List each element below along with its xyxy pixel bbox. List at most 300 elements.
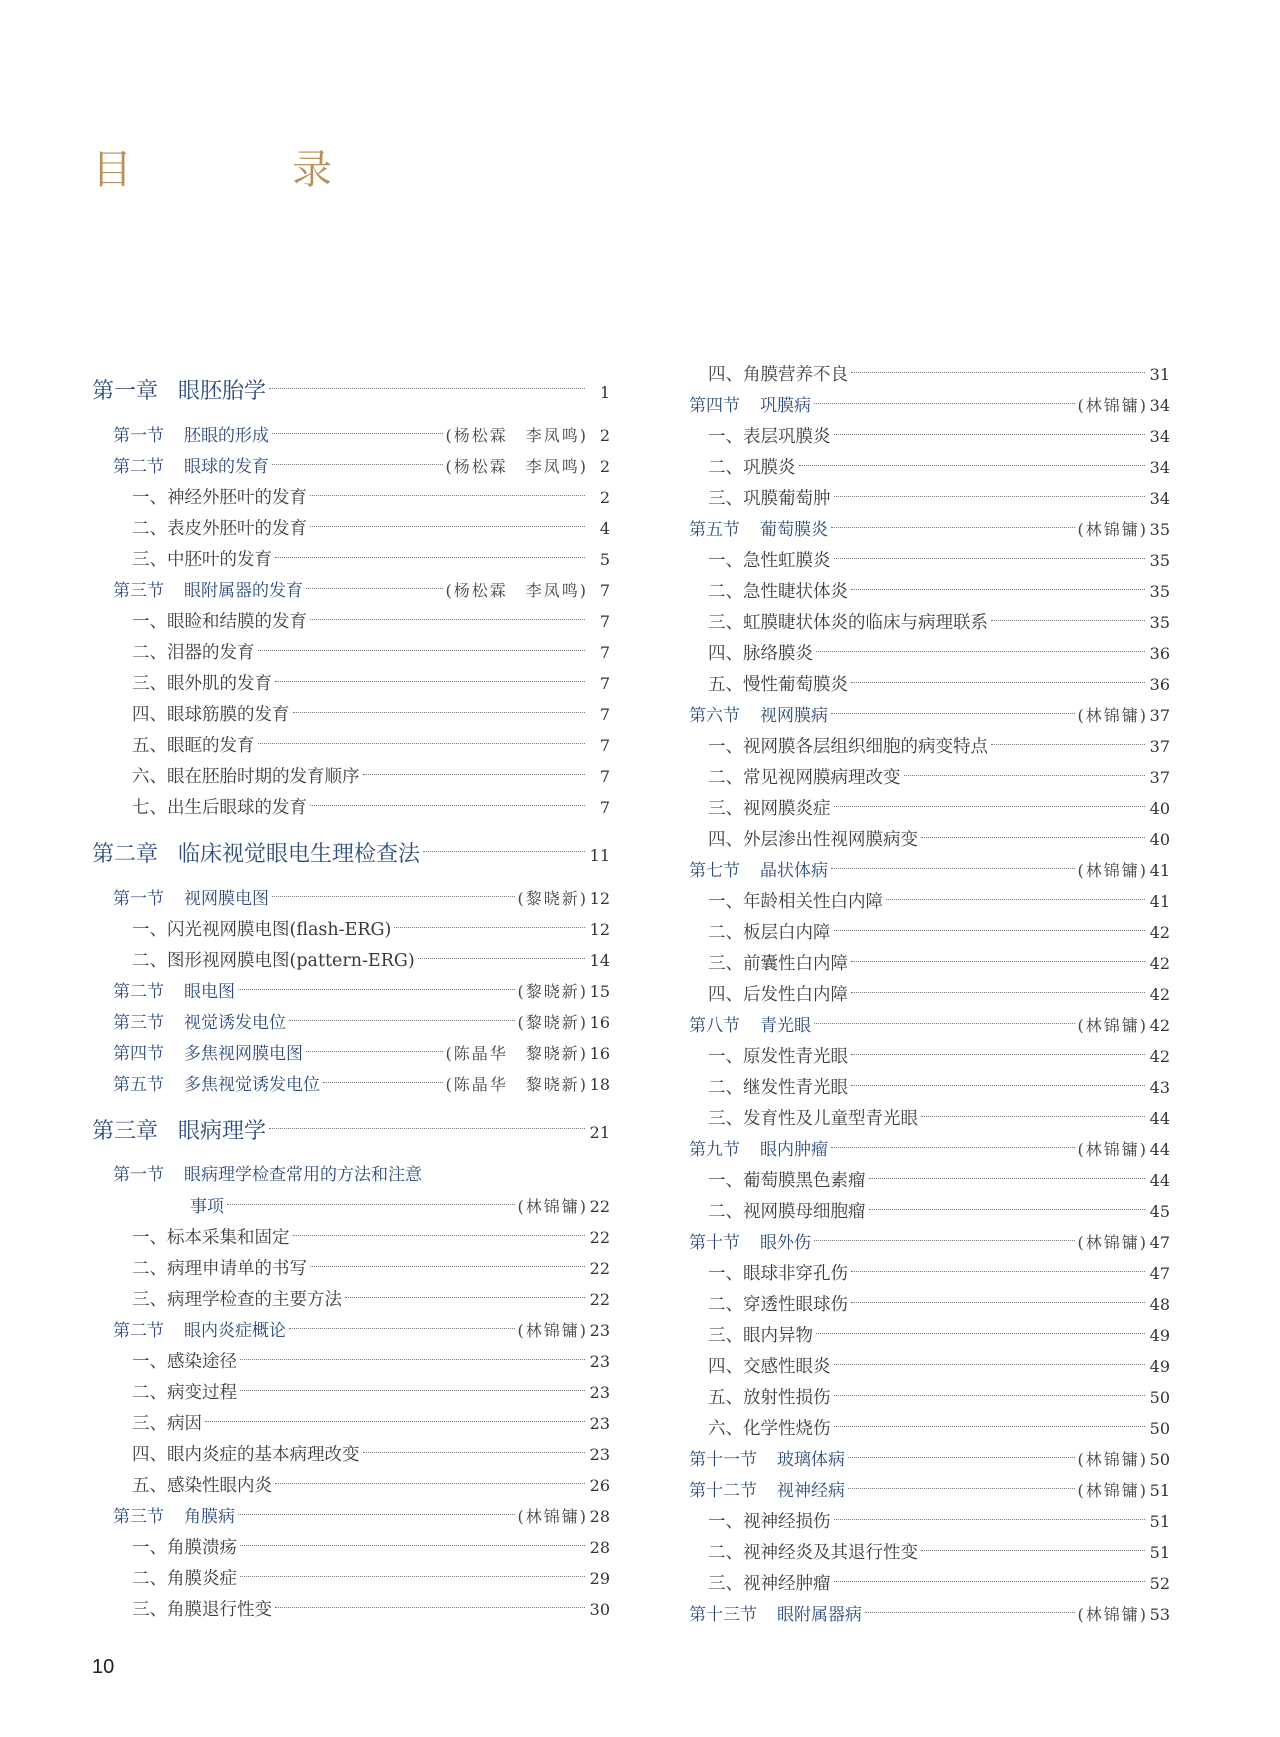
entry-title: 二、视网膜母细胞瘤 xyxy=(708,1202,866,1222)
dot-leader xyxy=(869,1209,1146,1210)
entry-title: 眼附属器病 xyxy=(777,1605,862,1625)
entry-heading xyxy=(668,949,848,980)
entry-number: 第二节 xyxy=(113,982,164,1002)
dot-leader xyxy=(834,434,1146,435)
dot-leader xyxy=(834,1395,1146,1396)
toc-section-entry xyxy=(668,514,1170,545)
toc-item-entry xyxy=(92,761,610,792)
entry-heading xyxy=(668,484,831,515)
toc-item-entry xyxy=(92,730,610,761)
dot-leader xyxy=(310,495,585,496)
entry-heading xyxy=(92,452,269,483)
entry-page: 41 xyxy=(1149,892,1170,911)
entry-title: 一、闪光视网膜电图(flash-ERG) xyxy=(132,920,392,940)
entry-page: 2 xyxy=(599,426,610,445)
dot-leader xyxy=(814,403,1075,404)
dot-leader xyxy=(814,1240,1075,1241)
entry-author: (黎晓新) xyxy=(517,982,588,1001)
entry-title: 视神经病 xyxy=(777,1481,845,1501)
dot-leader xyxy=(205,1421,585,1422)
toc-section-entry xyxy=(668,1134,1170,1165)
dot-leader xyxy=(240,1390,585,1391)
entry-title: 二、继发性青光眼 xyxy=(708,1078,848,1098)
entry-heading xyxy=(668,887,883,918)
toc-section-entry xyxy=(668,700,1170,731)
dot-leader xyxy=(293,1235,586,1236)
dot-leader xyxy=(310,1266,585,1267)
entry-title: 角膜病 xyxy=(184,1507,235,1527)
entry-page: 14 xyxy=(589,951,610,970)
entry-heading xyxy=(92,483,307,514)
dot-leader xyxy=(238,1514,515,1515)
dot-leader xyxy=(269,1128,585,1129)
entry-title: 眼胚胎学 xyxy=(178,379,267,404)
dot-leader xyxy=(921,1550,1145,1551)
toc-section-entry xyxy=(92,1160,610,1191)
entry-author: (杨松霖 李凤鸣) xyxy=(445,426,588,445)
entry-page: 4 xyxy=(599,519,610,538)
entry-title: 三、巩膜葡萄肿 xyxy=(708,489,831,509)
entry-heading xyxy=(92,421,269,452)
dot-leader xyxy=(293,712,586,713)
toc-item-entry xyxy=(668,793,1170,824)
entry-number: 第六节 xyxy=(689,706,740,726)
entry-title: 青光眼 xyxy=(760,1016,811,1036)
entry-title: 二、常见视网膜病理改变 xyxy=(708,768,901,788)
entry-heading xyxy=(668,453,796,484)
entry-page: 21 xyxy=(589,1123,610,1142)
toc-item-entry xyxy=(92,668,610,699)
entry-title: 二、板层白内障 xyxy=(708,923,831,943)
entry-page: 45 xyxy=(1149,1202,1170,1221)
toc-item-entry xyxy=(668,576,1170,607)
entry-page: 7 xyxy=(599,674,610,693)
toc-item-entry xyxy=(92,945,610,976)
entry-heading xyxy=(92,669,272,700)
dot-leader xyxy=(851,589,1145,590)
entry-page: 42 xyxy=(1149,1016,1170,1035)
toc-item-entry xyxy=(668,1537,1170,1568)
entry-title: 四、交感性眼炎 xyxy=(708,1357,831,1377)
entry-title: 三、视神经肿瘤 xyxy=(708,1574,831,1594)
entry-title: 一、神经外胚叶的发育 xyxy=(132,488,307,508)
dot-leader xyxy=(289,1328,515,1329)
entry-title: 二、急性睫状体炎 xyxy=(708,582,848,602)
entry-heading xyxy=(668,732,988,763)
dot-leader xyxy=(865,1612,1075,1613)
dot-leader xyxy=(834,1581,1146,1582)
toc-section-entry xyxy=(92,1007,610,1038)
entry-title: 三、虹膜睫状体炎的临床与病理联系 xyxy=(708,613,988,633)
toc-item-entry xyxy=(668,1568,1170,1599)
toc-item-entry xyxy=(668,886,1170,917)
dot-leader xyxy=(289,1020,515,1021)
entry-heading xyxy=(668,577,848,608)
toc-item-entry xyxy=(668,1072,1170,1103)
dot-leader xyxy=(848,1488,1075,1489)
entry-page: 34 xyxy=(1149,427,1170,446)
entry-heading xyxy=(92,1254,307,1285)
entry-page: 12 xyxy=(589,920,610,939)
entry-author: (林锦镛) xyxy=(517,1507,588,1526)
entry-heading xyxy=(668,1228,811,1259)
entry-page: 35 xyxy=(1149,520,1170,539)
entry-page: 22 xyxy=(589,1228,610,1247)
entry-heading xyxy=(668,1321,813,1352)
toc-item-entry xyxy=(92,482,610,513)
entry-title: 玻璃体病 xyxy=(777,1450,845,1470)
entry-page: 23 xyxy=(589,1383,610,1402)
entry-heading xyxy=(92,1160,422,1191)
entry-page: 40 xyxy=(1149,830,1170,849)
entry-page: 2 xyxy=(599,488,610,507)
entry-number: 第三节 xyxy=(113,1013,164,1033)
toc-section-entry xyxy=(668,1599,1170,1630)
entry-number: 第一节 xyxy=(113,889,164,909)
entry-number: 第一节 xyxy=(113,1165,164,1185)
dot-leader xyxy=(869,1178,1146,1179)
entry-page: 48 xyxy=(1149,1295,1170,1314)
dot-leader xyxy=(269,388,585,389)
entry-heading xyxy=(92,793,307,824)
entry-number: 第三节 xyxy=(113,1507,164,1527)
toc-item-entry xyxy=(668,824,1170,855)
entry-heading xyxy=(668,856,828,887)
entry-title: 三、病理学检查的主要方法 xyxy=(132,1290,342,1310)
entry-heading xyxy=(92,1316,286,1347)
entry-author: (黎晓新) xyxy=(517,1013,588,1032)
entry-page: 44 xyxy=(1149,1109,1170,1128)
entry-heading xyxy=(668,546,831,577)
entry-heading xyxy=(668,1259,848,1290)
toc-item-entry xyxy=(668,1165,1170,1196)
entry-page: 41 xyxy=(1149,861,1170,880)
entry-title: 四、角膜营养不良 xyxy=(708,365,848,385)
entry-number: 第一节 xyxy=(113,426,164,446)
dot-leader xyxy=(363,774,586,775)
entry-heading xyxy=(668,1414,831,1445)
entry-heading xyxy=(92,700,290,731)
toc-section-entry xyxy=(92,976,610,1007)
dot-leader xyxy=(275,1483,585,1484)
toc-item-entry xyxy=(668,545,1170,576)
entry-heading xyxy=(668,1290,848,1321)
entry-heading xyxy=(668,1600,862,1631)
entry-author: (林锦镛) xyxy=(1077,1481,1148,1500)
entry-heading xyxy=(92,946,415,977)
toc-item-entry xyxy=(668,1041,1170,1072)
dot-leader xyxy=(816,1333,1145,1334)
entry-page: 7 xyxy=(599,767,610,786)
dot-leader xyxy=(799,465,1146,466)
dot-leader xyxy=(310,619,585,620)
toc-item-entry xyxy=(668,1351,1170,1382)
entry-page: 7 xyxy=(599,736,610,755)
dot-leader xyxy=(991,744,1145,745)
entry-page: 51 xyxy=(1149,1512,1170,1531)
dot-leader xyxy=(345,1297,585,1298)
entry-page: 26 xyxy=(589,1476,610,1495)
toc-item-entry xyxy=(668,731,1170,762)
dot-leader xyxy=(258,743,586,744)
dot-leader xyxy=(275,681,585,682)
toc-item-entry xyxy=(668,669,1170,700)
entry-heading xyxy=(92,1502,235,1533)
entry-page: 7 xyxy=(599,612,610,631)
dot-leader xyxy=(272,896,515,897)
entry-title: 三、病因 xyxy=(132,1414,202,1434)
toc-item-entry xyxy=(668,452,1170,483)
toc-section-entry xyxy=(92,420,610,451)
dot-leader xyxy=(834,1364,1146,1365)
entry-author: (林锦镛) xyxy=(517,1321,588,1340)
entry-heading xyxy=(92,1378,237,1409)
entry-page: 7 xyxy=(599,581,610,600)
entry-title: 二、巩膜炎 xyxy=(708,458,796,478)
entry-heading xyxy=(668,763,901,794)
entry-author: (林锦镛) xyxy=(1077,520,1148,539)
entry-page: 44 xyxy=(1149,1140,1170,1159)
entry-page: 42 xyxy=(1149,985,1170,1004)
entry-heading xyxy=(668,980,848,1011)
entry-title: 一、急性虹膜炎 xyxy=(708,551,831,571)
dot-leader xyxy=(240,1545,585,1546)
toc-section-entry xyxy=(92,1191,610,1222)
entry-heading xyxy=(668,608,988,639)
entry-page: 15 xyxy=(589,982,610,1001)
entry-number: 第十二节 xyxy=(689,1481,757,1501)
entry-title: 五、慢性葡萄膜炎 xyxy=(708,675,848,695)
entry-page: 23 xyxy=(589,1414,610,1433)
entry-heading xyxy=(668,1538,918,1569)
entry-page: 42 xyxy=(1149,1047,1170,1066)
entry-title: 二、穿透性眼球伤 xyxy=(708,1295,848,1315)
entry-heading xyxy=(92,837,420,873)
toc-section-entry xyxy=(92,1069,610,1100)
entry-heading xyxy=(92,1564,237,1595)
entry-page: 29 xyxy=(589,1569,610,1588)
entry-page: 35 xyxy=(1149,613,1170,632)
entry-heading xyxy=(668,422,831,453)
entry-title: 一、角膜溃疡 xyxy=(132,1538,237,1558)
entry-heading xyxy=(668,1476,845,1507)
entry-heading xyxy=(668,1135,828,1166)
entry-page: 16 xyxy=(589,1013,610,1032)
entry-title: 四、眼内炎症的基本病理改变 xyxy=(132,1445,360,1465)
entry-title: 一、标本采集和固定 xyxy=(132,1228,290,1248)
entry-page: 40 xyxy=(1149,799,1170,818)
entry-heading xyxy=(92,1008,286,1039)
entry-heading xyxy=(668,1507,831,1538)
entry-heading xyxy=(668,918,831,949)
dot-leader xyxy=(831,1147,1075,1148)
entry-page: 50 xyxy=(1149,1450,1170,1469)
entry-author: (陈晶华 黎晓新) xyxy=(445,1044,588,1063)
entry-page: 22 xyxy=(589,1197,610,1216)
dot-leader xyxy=(323,1082,443,1083)
entry-author: (杨松霖 李凤鸣) xyxy=(445,581,588,600)
entry-heading xyxy=(92,545,272,576)
entry-heading xyxy=(92,1070,320,1101)
entry-number: 第五节 xyxy=(689,520,740,540)
dot-leader xyxy=(831,713,1075,714)
toc-section-entry xyxy=(668,1227,1170,1258)
entry-page: 44 xyxy=(1149,1171,1170,1190)
entry-heading xyxy=(668,701,828,732)
entry-number: 第八节 xyxy=(689,1016,740,1036)
entry-title: 视网膜电图 xyxy=(184,889,269,909)
dot-leader xyxy=(851,1054,1145,1055)
entry-heading xyxy=(92,1595,272,1626)
entry-heading xyxy=(92,1440,360,1471)
dot-leader xyxy=(921,1116,1145,1117)
entry-title: 一、表层巩膜炎 xyxy=(708,427,831,447)
entry-title: 四、脉络膜炎 xyxy=(708,644,813,664)
entry-heading xyxy=(92,1192,224,1223)
entry-number: 第二节 xyxy=(113,1321,164,1341)
entry-page: 28 xyxy=(589,1507,610,1526)
toc-item-entry xyxy=(668,1289,1170,1320)
entry-title: 七、出生后眼球的发育 xyxy=(132,798,307,818)
entry-heading xyxy=(668,1073,848,1104)
entry-title: 一、葡萄膜黑色素瘤 xyxy=(708,1171,866,1191)
entry-heading xyxy=(668,1569,831,1600)
entry-title: 一、年龄相关性白内障 xyxy=(708,892,883,912)
entry-page: 7 xyxy=(599,643,610,662)
dot-leader xyxy=(904,775,1146,776)
dot-leader xyxy=(991,620,1145,621)
entry-title: 二、表皮外胚叶的发育 xyxy=(132,519,307,539)
entry-heading xyxy=(668,1042,848,1073)
entry-page: 47 xyxy=(1149,1264,1170,1283)
entry-author: (林锦镛) xyxy=(1077,1233,1148,1252)
toc-item-entry xyxy=(92,1346,610,1377)
entry-number: 第四节 xyxy=(689,396,740,416)
entry-number: 第九节 xyxy=(689,1140,740,1160)
entry-heading xyxy=(92,731,255,762)
toc-item-entry xyxy=(668,421,1170,452)
entry-title: 眼内炎症概论 xyxy=(184,1321,286,1341)
dot-leader xyxy=(851,1085,1145,1086)
entry-page: 16 xyxy=(589,1044,610,1063)
entry-author: (陈晶华 黎晓新) xyxy=(445,1075,588,1094)
entry-page: 50 xyxy=(1149,1419,1170,1438)
dot-leader xyxy=(275,557,585,558)
toc-section-entry xyxy=(668,1475,1170,1506)
entry-page: 37 xyxy=(1149,737,1170,756)
entry-page: 5 xyxy=(599,550,610,569)
entry-number: 第五节 xyxy=(113,1075,164,1095)
entry-title: 四、后发性白内障 xyxy=(708,985,848,1005)
entry-title: 视觉诱发电位 xyxy=(184,1013,286,1033)
toc-section-entry xyxy=(92,575,610,606)
entry-heading xyxy=(668,1383,831,1414)
entry-author: (林锦镛) xyxy=(1077,1450,1148,1469)
toc-item-entry xyxy=(668,948,1170,979)
toc-section-entry xyxy=(668,1444,1170,1475)
dot-leader xyxy=(851,1271,1145,1272)
entry-heading xyxy=(668,794,831,825)
dot-leader xyxy=(240,1576,585,1577)
entry-title: 二、角膜炎症 xyxy=(132,1569,237,1589)
page-number: 10 xyxy=(92,1656,115,1678)
entry-heading xyxy=(92,1223,290,1254)
entry-heading xyxy=(668,825,918,856)
toc-item-entry xyxy=(92,1563,610,1594)
entry-page: 34 xyxy=(1149,458,1170,477)
dot-leader xyxy=(363,1452,586,1453)
toc-item-entry xyxy=(92,637,610,668)
entry-number: 第二节 xyxy=(113,457,164,477)
entry-title: 一、原发性青光眼 xyxy=(708,1047,848,1067)
entry-heading xyxy=(92,1285,342,1316)
toc-item-entry xyxy=(92,1253,610,1284)
toc-item-entry xyxy=(668,1103,1170,1134)
entry-title: 多焦视网膜电图 xyxy=(184,1044,303,1064)
entry-title: 六、化学性烧伤 xyxy=(708,1419,831,1439)
entry-page: 11 xyxy=(589,846,610,865)
dot-leader xyxy=(310,805,585,806)
entry-author: (林锦镛) xyxy=(1077,1605,1148,1624)
toc-item-entry xyxy=(668,483,1170,514)
entry-heading xyxy=(92,915,391,946)
entry-page: 23 xyxy=(589,1445,610,1464)
entry-title: 一、眼睑和结膜的发育 xyxy=(132,612,307,632)
dot-leader xyxy=(848,1457,1075,1458)
dot-leader xyxy=(851,992,1145,993)
toc-item-entry xyxy=(92,1222,610,1253)
entry-heading xyxy=(92,1471,272,1502)
entry-heading xyxy=(668,670,848,701)
entry-heading xyxy=(668,391,811,422)
toc-chapter-entry xyxy=(92,837,610,873)
entry-title: 葡萄膜炎 xyxy=(760,520,828,540)
toc-section-entry xyxy=(668,855,1170,886)
entry-page: 49 xyxy=(1149,1357,1170,1376)
dot-leader xyxy=(831,868,1075,869)
entry-title: 一、感染途径 xyxy=(132,1352,237,1372)
entry-title: 眼电图 xyxy=(184,982,235,1002)
entry-page: 53 xyxy=(1149,1605,1170,1624)
entry-heading xyxy=(92,1039,303,1070)
entry-title: 三、中胚叶的发育 xyxy=(132,550,272,570)
toc-item-entry xyxy=(92,1470,610,1501)
toc-section-entry xyxy=(92,1038,610,1069)
toc-item-entry xyxy=(668,638,1170,669)
entry-author: (林锦镛) xyxy=(1077,706,1148,725)
entry-heading xyxy=(92,576,303,607)
dot-leader xyxy=(814,1023,1075,1024)
toc-item-entry xyxy=(92,699,610,730)
dot-leader xyxy=(227,1204,515,1205)
entry-heading xyxy=(92,762,360,793)
dot-leader xyxy=(394,927,585,928)
toc-item-entry xyxy=(668,1382,1170,1413)
entry-title: 二、病理申请单的书写 xyxy=(132,1259,307,1279)
entry-page: 37 xyxy=(1149,768,1170,787)
dot-leader xyxy=(851,1302,1145,1303)
toc-section-entry xyxy=(92,1501,610,1532)
toc-item-entry xyxy=(92,1284,610,1315)
entry-page: 7 xyxy=(599,705,610,724)
dot-leader xyxy=(306,1051,443,1052)
entry-page: 12 xyxy=(589,889,610,908)
entry-page: 23 xyxy=(589,1352,610,1371)
entry-heading xyxy=(668,1166,866,1197)
entry-title: 五、眼眶的发育 xyxy=(132,736,255,756)
entry-heading xyxy=(668,1104,918,1135)
toc-item-entry xyxy=(668,1506,1170,1537)
